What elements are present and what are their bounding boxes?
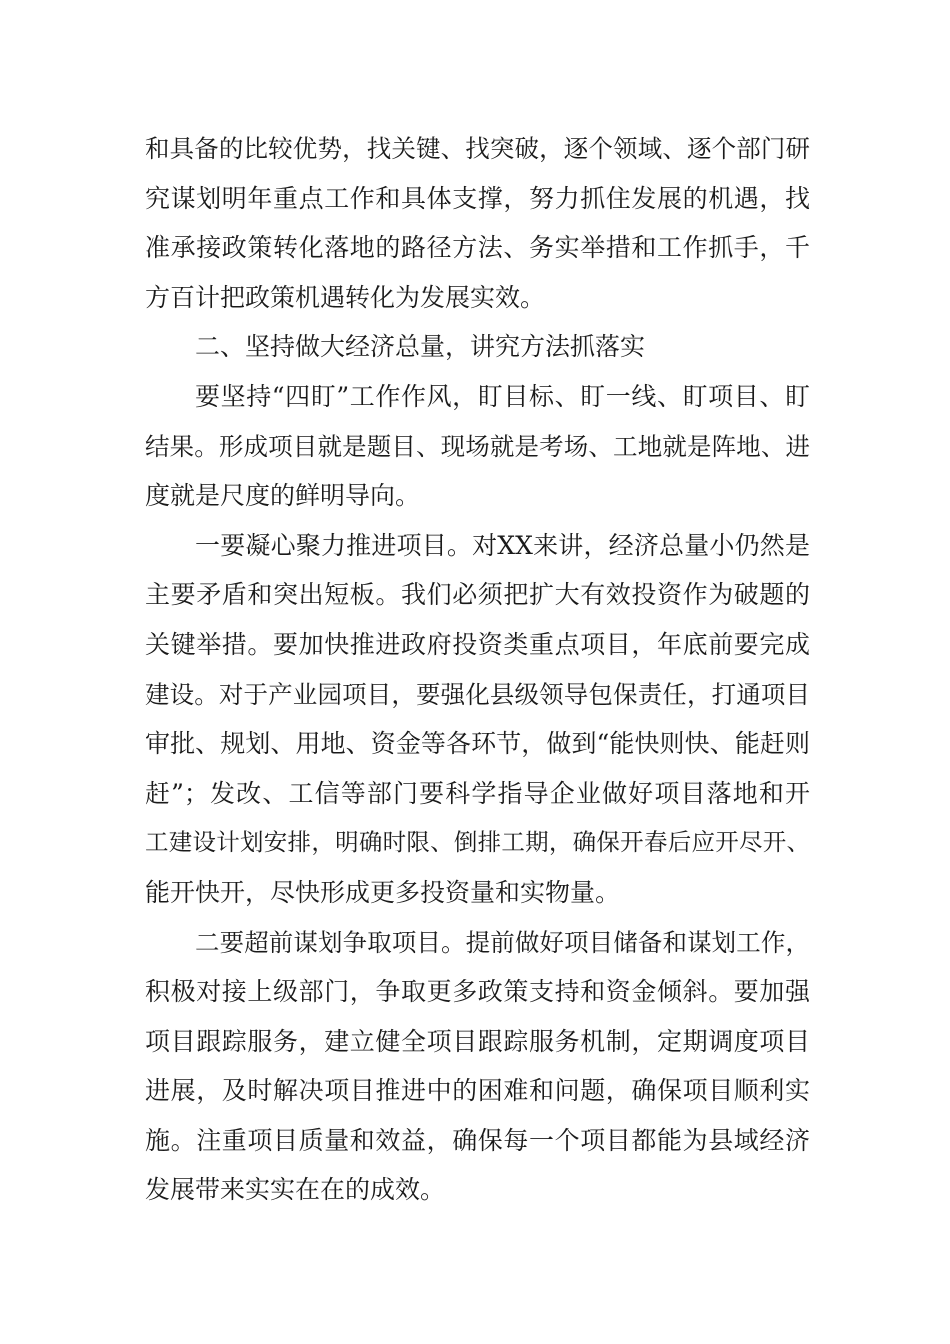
text-line: 施。注重项目质量和效益，确保每一个项目都能为县域经济 — [145, 1125, 810, 1155]
text-line: 主要矛盾和突出短板。我们必须把扩大有效投资作为破题的 — [145, 580, 810, 610]
document-body — [145, 124, 810, 1215]
text-line: 和具备的比较优势，找关键、找突破，逐个领域、逐个部门研 — [145, 134, 810, 163]
text-line: 一要凝心聚力推进项目。对XX来讲，经济总量小仍然是 — [195, 530, 810, 560]
section-heading: 二、坚持做大经济总量，讲究方法抓落实 — [195, 332, 646, 362]
text-line: 项目跟踪服务，建立健全项目跟踪服务机制，定期调度项目 — [145, 1026, 810, 1056]
text-line: 发展带来实实在在的成效。 — [145, 1175, 446, 1205]
text-line: 建设。对于产业园项目，要强化县级领导包保责任，打通项目 — [145, 679, 810, 709]
text-line: 究谋划明年重点工作和具体支撑，努力抓住发展的机遇，找 — [145, 183, 810, 213]
text-line: 要坚持“四盯”工作作风，盯目标、盯一线、盯项目、盯 — [195, 381, 810, 411]
text-line: 方百计把政策机遇转化为发展实效。 — [145, 282, 546, 312]
text-line: 准承接政策转化落地的路径方法、务实举措和工作抓手，千 — [145, 233, 810, 263]
text-line: 进展，及时解决项目推进中的困难和问题，确保项目顺利实 — [145, 1076, 810, 1106]
text-line: 二要超前谋划争取项目。提前做好项目储备和谋划工作， — [195, 927, 810, 957]
text-line: 关键举措。要加快推进政府投资类重点项目，年底前要完成 — [145, 629, 810, 659]
text-line: 工建设计划安排，明确时限、倒排工期，确保开春后应开尽开、 — [145, 828, 810, 857]
text-line: 审批、规划、用地、资金等各环节，做到“能快则快、能赶则 — [145, 729, 810, 759]
text-line: 积极对接上级部门，争取更多政策支持和资金倾斜。要加强 — [145, 977, 810, 1007]
text-line: 度就是尺度的鲜明导向。 — [145, 481, 421, 511]
text-line: 能开快开，尽快形成更多投资量和实物量。 — [145, 877, 621, 907]
text-line: 结果。形成项目就是题目、现场就是考场、工地就是阵地、进 — [145, 431, 810, 461]
text-line: 赶”；发改、工信等部门要科学指导企业做好项目落地和开 — [145, 778, 810, 808]
